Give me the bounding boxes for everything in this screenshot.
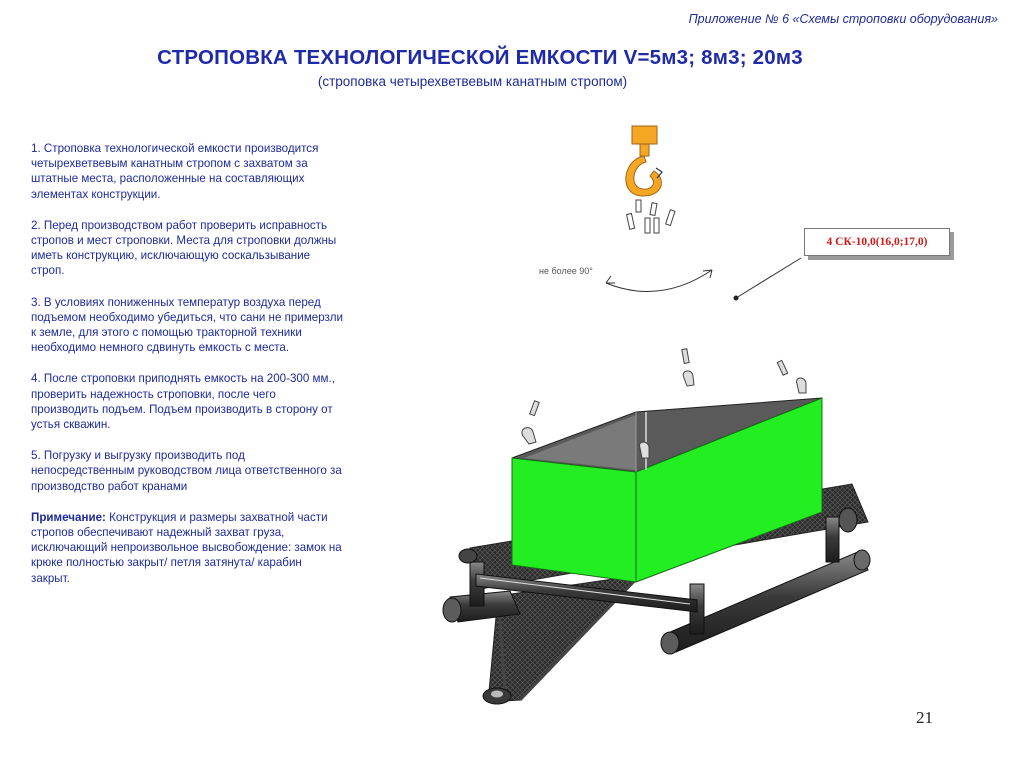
page-subtitle: (строповка четырехветвевым канатным стропом) xyxy=(317,74,628,89)
page-number: 21 xyxy=(916,708,933,727)
instruction-item: 2. Перед производством работ проверить исправность стропов и мест строповки. Места для строповки должны иметь конструкцию, исключающую соскальзывание строп. xyxy=(31,218,337,278)
rigging-diagram xyxy=(420,110,890,720)
sling-ends-icon xyxy=(627,200,675,233)
instruction-item: 5. Погрузку и выгрузку производить под непосредственным руководством лица ответственного за производство работ кранами xyxy=(31,449,342,493)
appendix-caption: Приложение № 6 «Схемы строповки оборудования» xyxy=(688,12,998,26)
angle-arc-icon xyxy=(606,270,712,291)
sling-label-box xyxy=(804,228,950,256)
page-title: СТРОПОВКА ТЕХНОЛОГИЧЕСКОЙ ЕМКОСТИ V=5м3; 8м3; 20м3 xyxy=(157,46,803,69)
instructions-block xyxy=(31,141,343,602)
note-paragraph xyxy=(31,510,343,586)
crane-hook-icon xyxy=(626,126,662,196)
tank-icon xyxy=(512,398,822,582)
note-text: Конструкция и размеры захватной части стропов обеспечивают надежный захват груза, исключающий непроизвольное высвобождение: замок на крюке полностью закрыт/ петля затянута/ карабин закрыт. xyxy=(31,510,342,585)
note-label: Примечание: xyxy=(31,510,106,524)
angle-label: не более 90° xyxy=(539,266,593,276)
instruction-item: 4. После строповки приподнять емкость на 200-300 мм., проверить надежность строповки, после чего производить подъем. Подъем производить в сторону от устья скважин. xyxy=(31,372,335,432)
sling-label: 4 СК-10,0(16,0;17,0) xyxy=(826,236,928,248)
instruction-item: 1. Строповка технологической емкости производится четырехветвевым канатным стропом с захватом за штатные места, расположенные на составляющих элементах конструкции. xyxy=(31,142,319,201)
instruction-item: 3. В условиях пониженных температур воздуха перед подъемом необходимо убедиться, что сани не примерзли к земле, для этого с помощью тракторной техники необходимо немного сдвинуть емкость с места. xyxy=(31,295,343,355)
leader-line xyxy=(734,258,802,301)
